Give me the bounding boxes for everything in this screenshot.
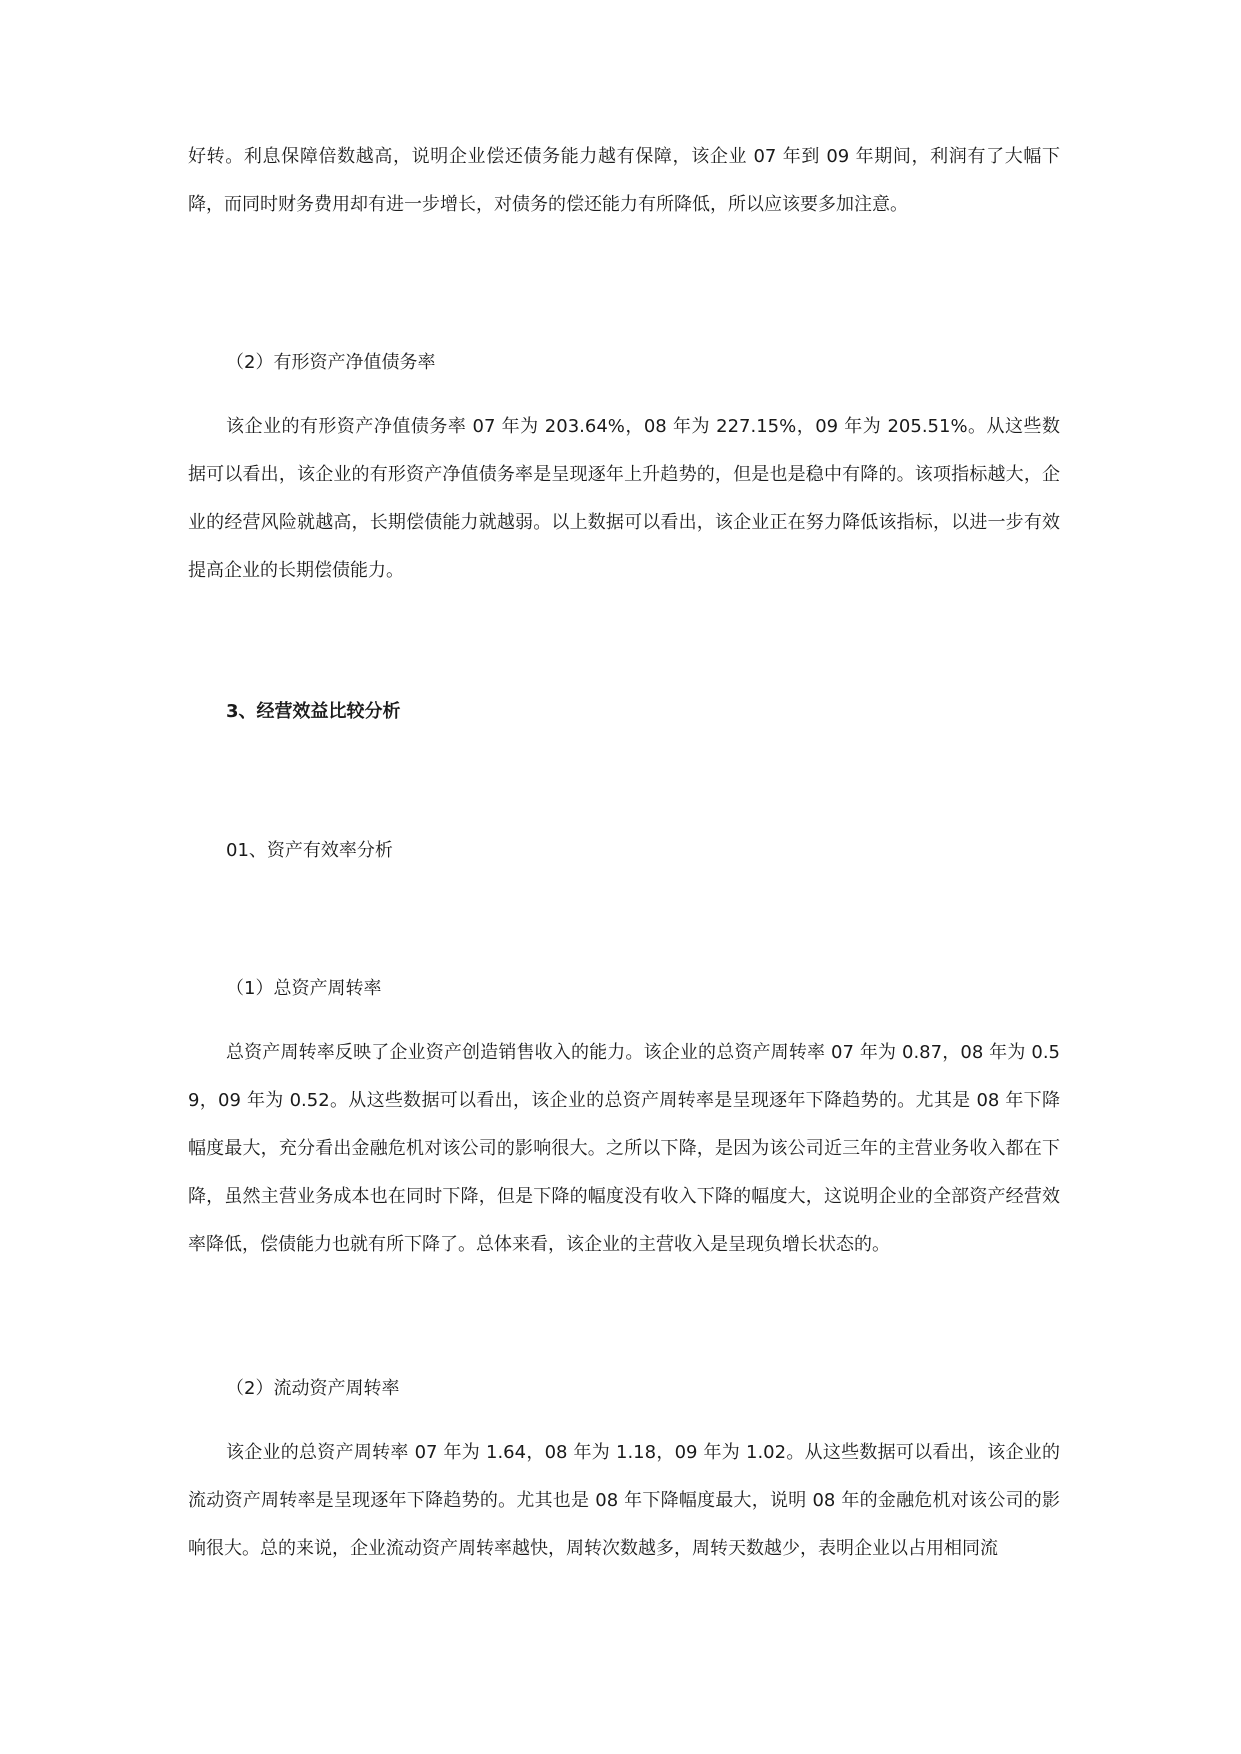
paragraph-total-asset-turnover: 总资产周转率反映了企业资产创造销售收入的能力。该企业的总资产周转率 07 年为 0.87，08 年为 0.59，09 年为 0.52。从这些数据可以看出，该企业的总资产周转率是呈现逐年下降趋势的。尤其是 08 年下降幅度最大，充分看出金融危机对该公司的影响很大。之所以下降，是因为该公司近三年的主营业务收入都在下降，虽然主营业务成本也在同时下降，但是下降的幅度没有收入下降的幅度大，这说明企业的全部资产经营效率降低，偿债能力也就有所下降了。总体来看，该企业的主营收入是呈现负增长状态的。 (188, 1042, 1060, 1255)
paragraph-tangible-asset-debt-ratio: 该企业的有形资产净值债务率 07 年为 203.64%，08 年为 227.15%，09 年为 205.51%。从这些数据可以看出，该企业的有形资产净值债务率是呈现逐年上升趋势的，但是也是稳中有降的。该项指标越大，企业的经营风险就越高，长期偿债能力就越弱。以上数据可以看出，该企业正在努力降低该指标，以进一步有效提高企业的长期偿债能力。 (188, 416, 1060, 581)
paragraph-current-asset-turnover: 该企业的总资产周转率 07 年为 1.64，08 年为 1.18，09 年为 1.02。从这些数据可以看出，该企业的流动资产周转率是呈现逐年下降趋势的。尤其也是 08 年下降幅度最大，说明 08 年的金融危机对该公司的影响很大。总的来说，企业流动资产周转率越快，周转次数越多，周转天数越少，表明企业以占用相同流 (188, 1442, 1060, 1559)
section-title-operating-efficiency: 3、经营效益比较分析 (226, 701, 401, 722)
heading-current-asset-turnover: （2）流动资产周转率 (226, 1378, 400, 1399)
paragraph-interest-coverage: 好转。利息保障倍数越高，说明企业偿还债务能力越有保障，该企业 07 年到 09 年期间，利润有了大幅下降，而同时财务费用却有进一步增长，对债务的偿还能力有所降低，所以应该要多加注意。 (188, 146, 1060, 215)
heading-total-asset-turnover: （1）总资产周转率 (226, 978, 382, 999)
heading-tangible-asset-debt-ratio: （2）有形资产净值债务率 (226, 352, 436, 373)
subsection-title-asset-efficiency: 01、资产有效率分析 (226, 840, 393, 861)
